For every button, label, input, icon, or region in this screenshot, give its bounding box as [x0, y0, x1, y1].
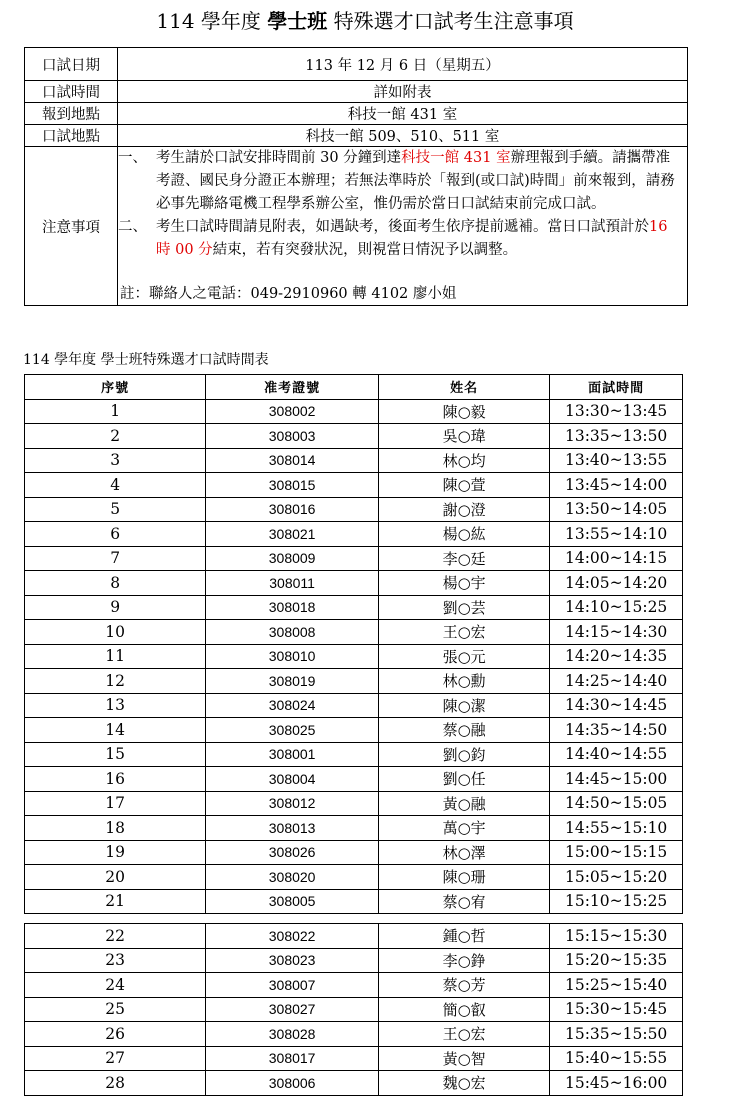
row-exam-id: 308011	[206, 571, 379, 596]
row-exam-id: 308001	[206, 742, 379, 767]
row-name: 魏○宏	[378, 1071, 549, 1096]
row-exam-id: 308002	[206, 399, 379, 424]
table-row	[25, 742, 683, 767]
row-time: 13:30~13:45	[550, 399, 683, 424]
row-time: 14:45~15:00	[550, 767, 683, 792]
row-seq: 3	[25, 448, 206, 473]
row-time: 14:05~14:20	[550, 571, 683, 596]
row-exam-id: 308012	[206, 791, 379, 816]
row-name: 林○勳	[378, 669, 549, 694]
row-name: 林○澤	[378, 840, 549, 865]
row-exam-id: 308010	[206, 644, 379, 669]
row-seq: 21	[25, 889, 206, 914]
row-time: 15:45~16:00	[550, 1071, 683, 1096]
date-value: 113 年 12 月 6 日（星期五）	[118, 48, 688, 81]
table-row	[25, 693, 683, 718]
note-1-number: 一、	[118, 150, 147, 166]
row-name: 陳○萱	[378, 473, 549, 498]
info-table	[24, 47, 688, 306]
row-time: 13:40~13:55	[550, 448, 683, 473]
table-row	[25, 865, 683, 890]
note-2-highlight: 16 時 00 分	[156, 219, 668, 258]
row-name: 楊○紘	[378, 522, 549, 547]
table-row	[25, 791, 683, 816]
note-item-2	[118, 216, 687, 262]
header-exam-id: 准考證號	[206, 375, 379, 400]
row-seq: 4	[25, 473, 206, 498]
note-1-text-b: 辦理報到手續。請攜帶准考證、國民身分證正本辦理；若無法準時於「報到(或口試)時間」前來報到，請務必事先聯絡電機工程學系辦公室，惟仍需於當日口試結束前完成口試。	[156, 150, 675, 212]
row-time: 14:35~14:50	[550, 718, 683, 743]
contact-note: 註：聯絡人之電話：049-2910960 轉 4102 廖小姐	[120, 286, 457, 302]
row-name: 楊○宇	[378, 571, 549, 596]
row-time: 14:55~15:10	[550, 816, 683, 841]
schedule-table	[24, 374, 683, 914]
row-seq: 27	[25, 1046, 206, 1071]
row-name: 王○宏	[378, 620, 549, 645]
row-exam-id: 308003	[206, 424, 379, 449]
row-name: 陳○珊	[378, 865, 549, 890]
table-row	[25, 473, 683, 498]
row-seq: 2	[25, 424, 206, 449]
row-exam-id: 308015	[206, 473, 379, 498]
row-name: 蔡○宥	[378, 889, 549, 914]
notes-content	[118, 147, 688, 306]
title-rest: 特殊選才口試考生注意事項	[333, 9, 574, 33]
info-row-report	[25, 103, 688, 125]
row-name: 鍾○哲	[378, 924, 549, 949]
table-row	[25, 1046, 683, 1071]
row-seq: 13	[25, 693, 206, 718]
note-2-text-a: 考生口試時間請見附表，如遇缺考，後面考生依序提前遞補。當日口試預計於	[156, 219, 649, 235]
header-time: 面試時間	[550, 375, 683, 400]
table-row	[25, 644, 683, 669]
row-seq: 19	[25, 840, 206, 865]
location-label: 口試地點	[25, 125, 118, 147]
row-time: 13:45~14:00	[550, 473, 683, 498]
table-row	[25, 889, 683, 914]
row-time: 15:00~15:15	[550, 840, 683, 865]
row-seq: 26	[25, 1022, 206, 1047]
row-seq: 11	[25, 644, 206, 669]
row-time: 13:50~14:05	[550, 497, 683, 522]
row-exam-id: 308024	[206, 693, 379, 718]
time-value: 詳如附表	[118, 81, 688, 103]
row-exam-id: 308004	[206, 767, 379, 792]
row-time: 15:05~15:20	[550, 865, 683, 890]
row-exam-id: 308005	[206, 889, 379, 914]
table-row	[25, 997, 683, 1022]
row-exam-id: 308022	[206, 924, 379, 949]
row-exam-id: 308020	[206, 865, 379, 890]
row-time: 14:40~14:55	[550, 742, 683, 767]
table-row	[25, 595, 683, 620]
row-exam-id: 308009	[206, 546, 379, 571]
info-row-location	[25, 125, 688, 147]
page-title	[0, 8, 730, 34]
table-row	[25, 399, 683, 424]
row-time: 15:25~15:40	[550, 973, 683, 998]
row-exam-id: 308016	[206, 497, 379, 522]
row-exam-id: 308019	[206, 669, 379, 694]
row-name: 陳○毅	[378, 399, 549, 424]
row-seq: 6	[25, 522, 206, 547]
schedule-table-continued	[24, 923, 683, 1096]
row-name: 劉○鈞	[378, 742, 549, 767]
row-seq: 20	[25, 865, 206, 890]
row-seq: 8	[25, 571, 206, 596]
row-time: 15:10~15:25	[550, 889, 683, 914]
row-exam-id: 308013	[206, 816, 379, 841]
table-row	[25, 767, 683, 792]
row-time: 15:35~15:50	[550, 1022, 683, 1047]
row-name: 張○元	[378, 644, 549, 669]
header-name: 姓名	[378, 375, 549, 400]
row-seq: 22	[25, 924, 206, 949]
row-seq: 7	[25, 546, 206, 571]
row-exam-id: 308025	[206, 718, 379, 743]
report-label: 報到地點	[25, 103, 118, 125]
info-row-notes	[25, 147, 688, 306]
note-1-text-a: 考生請於口試安排時間前 30 分鐘到達	[156, 150, 402, 166]
row-seq: 18	[25, 816, 206, 841]
row-seq: 24	[25, 973, 206, 998]
row-name: 萬○宇	[378, 816, 549, 841]
table-row	[25, 924, 683, 949]
row-name: 簡○叡	[378, 997, 549, 1022]
location-value: 科技一館 509、510、511 室	[118, 125, 688, 147]
row-time: 14:15~14:30	[550, 620, 683, 645]
table-row	[25, 973, 683, 998]
row-seq: 9	[25, 595, 206, 620]
note-1-highlight: 科技一館 431 室	[401, 150, 511, 166]
row-exam-id: 308017	[206, 1046, 379, 1071]
row-time: 15:15~15:30	[550, 924, 683, 949]
table-row	[25, 816, 683, 841]
note-item-1	[118, 147, 687, 216]
row-seq: 5	[25, 497, 206, 522]
row-name: 黃○融	[378, 791, 549, 816]
table-row	[25, 620, 683, 645]
row-name: 謝○澄	[378, 497, 549, 522]
row-seq: 10	[25, 620, 206, 645]
title-year: 114 學年度	[156, 9, 261, 33]
info-row-date	[25, 48, 688, 81]
row-time: 13:55~14:10	[550, 522, 683, 547]
table-row	[25, 669, 683, 694]
row-exam-id: 308014	[206, 448, 379, 473]
schedule-header-row	[25, 375, 683, 400]
row-seq: 1	[25, 399, 206, 424]
table-row	[25, 1022, 683, 1047]
row-exam-id: 308027	[206, 997, 379, 1022]
row-time: 15:40~15:55	[550, 1046, 683, 1071]
row-exam-id: 308026	[206, 840, 379, 865]
row-seq: 12	[25, 669, 206, 694]
row-exam-id: 308006	[206, 1071, 379, 1096]
row-seq: 17	[25, 791, 206, 816]
row-time: 14:00~14:15	[550, 546, 683, 571]
row-exam-id: 308023	[206, 948, 379, 973]
row-seq: 25	[25, 997, 206, 1022]
row-time: 15:20~15:35	[550, 948, 683, 973]
row-name: 劉○芸	[378, 595, 549, 620]
row-name: 劉○任	[378, 767, 549, 792]
note-2-text-b: 結束，若有突發狀況，則視當日情況予以調整。	[212, 242, 518, 258]
row-exam-id: 308018	[206, 595, 379, 620]
row-name: 蔡○融	[378, 718, 549, 743]
row-exam-id: 308021	[206, 522, 379, 547]
row-time: 14:20~14:35	[550, 644, 683, 669]
row-time: 14:10~15:25	[550, 595, 683, 620]
row-seq: 16	[25, 767, 206, 792]
notes-label: 注意事項	[25, 147, 118, 306]
row-time: 14:25~14:40	[550, 669, 683, 694]
row-name: 蔡○芳	[378, 973, 549, 998]
row-name: 李○錚	[378, 948, 549, 973]
row-exam-id: 308007	[206, 973, 379, 998]
note-2-number: 二、	[118, 219, 147, 235]
row-seq: 15	[25, 742, 206, 767]
row-seq: 14	[25, 718, 206, 743]
table-row	[25, 718, 683, 743]
date-label: 口試日期	[25, 48, 118, 81]
row-name: 王○宏	[378, 1022, 549, 1047]
table-row	[25, 522, 683, 547]
table-row	[25, 497, 683, 522]
row-time: 14:30~14:45	[550, 693, 683, 718]
table-row	[25, 571, 683, 596]
header-seq: 序號	[25, 375, 206, 400]
table-row	[25, 424, 683, 449]
table-row	[25, 546, 683, 571]
schedule-title: 114 學年度 學士班特殊選才口試時間表	[23, 352, 269, 368]
row-name: 陳○潔	[378, 693, 549, 718]
row-name: 林○均	[378, 448, 549, 473]
row-name: 李○廷	[378, 546, 549, 571]
row-time: 15:30~15:45	[550, 997, 683, 1022]
table-row	[25, 840, 683, 865]
time-label: 口試時間	[25, 81, 118, 103]
row-seq: 28	[25, 1071, 206, 1096]
row-exam-id: 308008	[206, 620, 379, 645]
row-seq: 23	[25, 948, 206, 973]
row-time: 14:50~15:05	[550, 791, 683, 816]
row-time: 13:35~13:50	[550, 424, 683, 449]
row-name: 黃○智	[378, 1046, 549, 1071]
table-row	[25, 948, 683, 973]
info-row-time	[25, 81, 688, 103]
report-value: 科技一館 431 室	[118, 103, 688, 125]
table-row	[25, 448, 683, 473]
row-name: 吳○瑋	[378, 424, 549, 449]
row-exam-id: 308028	[206, 1022, 379, 1047]
table-row	[25, 1071, 683, 1096]
title-program: 學士班	[267, 9, 328, 33]
